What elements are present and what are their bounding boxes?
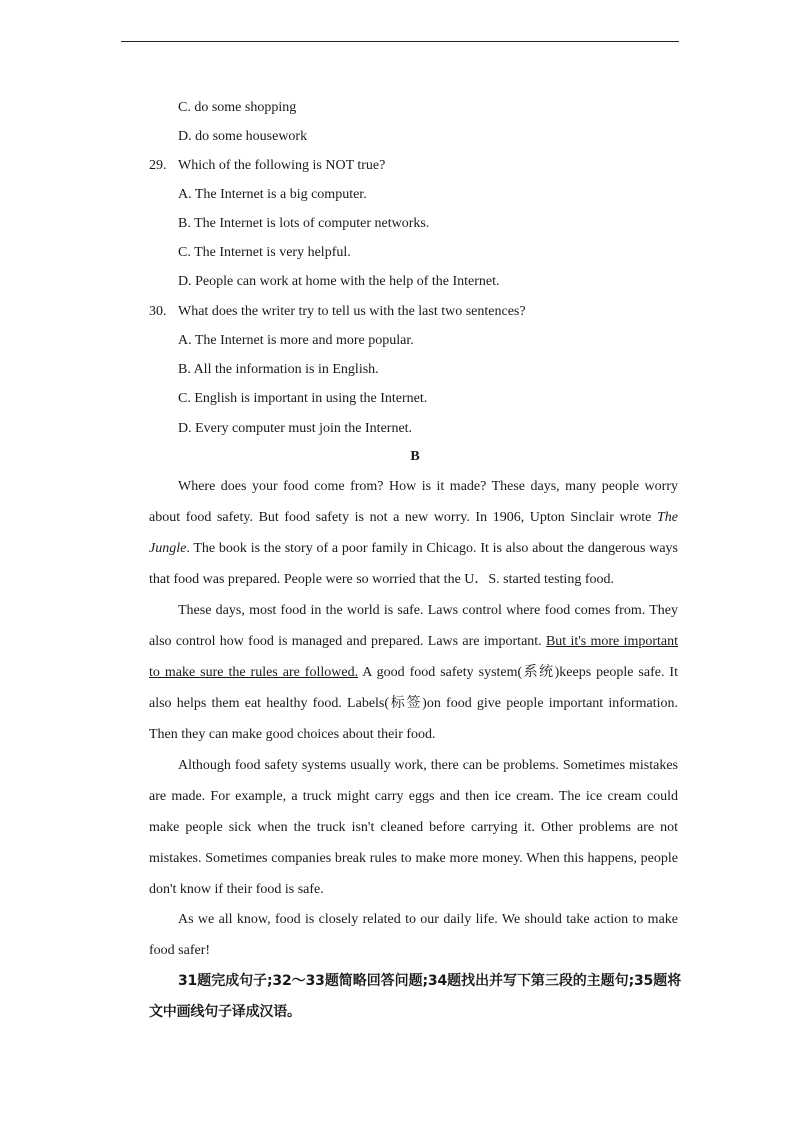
option-d-prev: D. do some housework xyxy=(178,129,308,144)
q30-option-b: B. All the information is in English. xyxy=(178,362,379,377)
q29-option-b: B. The Internet is lots of computer networks. xyxy=(178,216,430,231)
header-rule xyxy=(121,41,679,42)
section-heading: B xyxy=(410,449,420,464)
question-29-text: Which of the following is NOT true? xyxy=(178,158,386,173)
q30-option-a: A. The Internet is more and more popular. xyxy=(178,333,414,348)
passage-paragraph-2 xyxy=(149,595,678,750)
passage-paragraph-4: As we all know, food is closely related to our daily life. We should take action to make food safer! xyxy=(149,912,678,958)
book-title: The Jungle xyxy=(149,510,678,556)
question-29-number: 29. xyxy=(149,158,167,173)
underlined-sentence: But it's more important to make sure the rules are followed. xyxy=(149,634,678,680)
passage-paragraph-1 xyxy=(149,471,678,595)
q29-option-c: C. The Internet is very helpful. xyxy=(178,245,351,260)
q29-option-a: A. The Internet is a big computer. xyxy=(178,187,367,202)
question-30-number: 30. xyxy=(149,304,167,319)
q30-option-d: D. Every computer must join the Internet. xyxy=(178,421,413,436)
task-instructions: 31题完成句子;32～33题简略回答问题;34题找出并写下第三段的主题句;35题将文中画线句子译成汉语。 xyxy=(149,973,681,1020)
question-30-text: What does the writer try to tell us with the last two sentences? xyxy=(178,304,526,319)
q30-option-c: C. English is important in using the Internet. xyxy=(178,391,428,406)
q29-option-d: D. People can work at home with the help of the Internet. xyxy=(178,274,500,289)
option-c-prev: C. do some shopping xyxy=(178,100,297,115)
p2-text-a: These days, most food in the world is safe. Laws control where food comes from. They also control how food is managed and prepared. Laws are important. xyxy=(149,603,678,649)
p1-text-a: Where does your food come from? How is it made? These days, many people worry about food safety. But food safety is not a new worry. In 1906, Upton Sinclair wrote xyxy=(149,479,678,525)
p2-text-b: A good food safety system(系统)keeps people safe. It also helps them eat healthy food. Labels(标签)on food give people important information. Then they can make good choices about their food. xyxy=(149,665,678,742)
p1-text-b: . The book is the story of a poor family in Chicago. It is also about the dangerous ways that food was prepared. People were so worried that the U．S. started testing food. xyxy=(149,541,678,587)
passage-paragraph-3: Although food safety systems usually work, there can be problems. Sometimes mistakes are made. For example, a truck might carry eggs and then ice cream. The ice cream could make people sick when the truck isn't cleaned before carrying it. Other problems are not mistakes. Sometimes companies break rules to make more money. When this happens, people don't know if their food is safe. xyxy=(149,758,678,897)
